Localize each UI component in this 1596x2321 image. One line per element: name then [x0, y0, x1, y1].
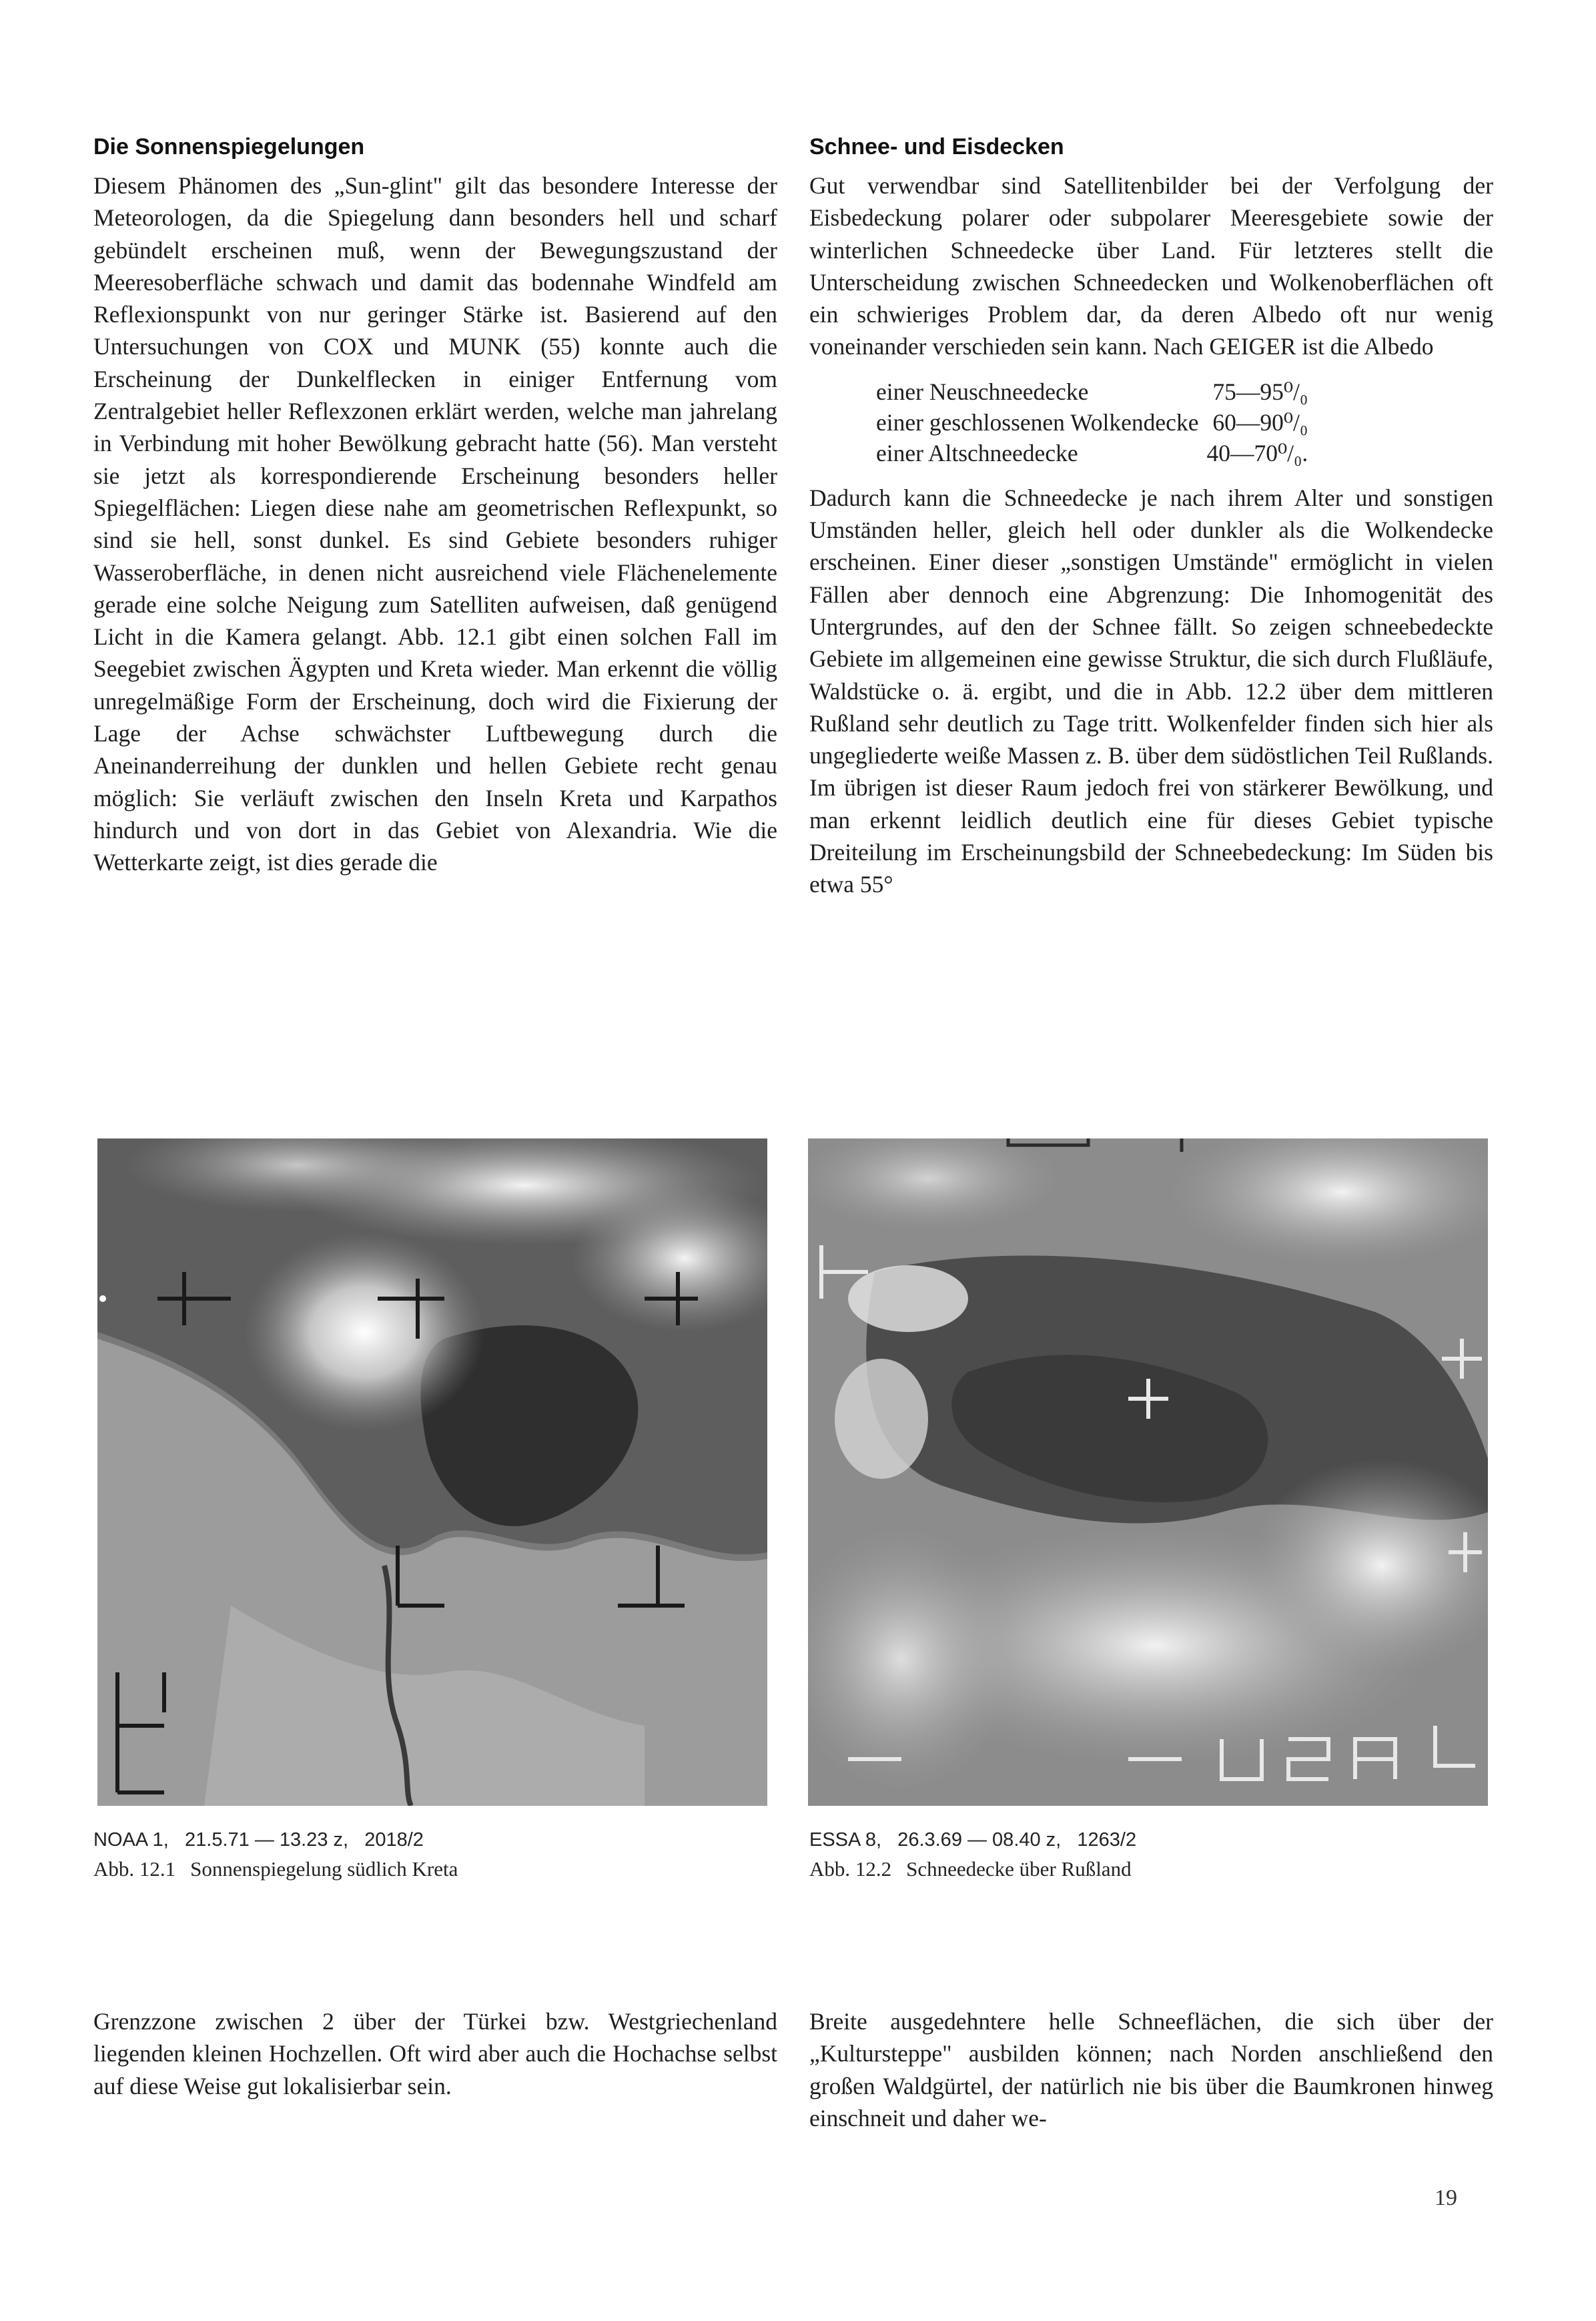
figure-title-line	[809, 1855, 1146, 1884]
section-heading-sun-glint: Die Sonnenspiegelungen	[93, 134, 365, 159]
figure-number: Abb. 12.2	[809, 1857, 892, 1881]
albedo-label: einer geschlossenen Wolkendecke	[876, 408, 1199, 436]
figure-title: Sonnenspiegelung südlich Kreta	[190, 1857, 458, 1881]
figure-title-line	[93, 1855, 472, 1884]
satellite-photo-sun-glint	[97, 1138, 767, 1806]
albedo-label: einer Neuschneedecke	[876, 378, 1089, 405]
albedo-label: einer Altschneedecke	[876, 439, 1078, 466]
albedo-value: 40—70⁰/₀.	[1206, 439, 1308, 466]
figure-caption-12-2	[809, 1825, 1146, 1884]
albedo-table	[876, 376, 1308, 468]
paragraph-snow-ice-1: Gut verwendbar sind Satellitenbilder bei der Verfolgung der Eisbedeckung polarer oder subpolarer Meeresgebiete sowie der winterlichen Schneedecke über Land. Für letzteres stellt die Unterscheidung zwischen Schneedecken und Wolkenoberflächen oft ein schwieriges Problem dar, da deren Albedo oft nur wenig voneinander verschieden sein kann. Nach GEIGER ist die Albedo	[809, 172, 1493, 360]
albedo-row	[876, 376, 1308, 407]
satellite-photo-sun-glint-image	[97, 1138, 767, 1806]
albedo-row	[876, 407, 1308, 438]
right-column-continuation	[809, 2005, 1493, 2134]
section-heading-snow-ice: Schnee- und Eisdecken	[809, 134, 1064, 159]
figure-meta: ESSA 8, 26.3.69 — 08.40 z, 1263/2	[809, 1829, 1137, 1851]
right-column	[809, 131, 1493, 901]
figure-meta: NOAA 1, 21.5.71 — 13.23 z, 2018/2	[93, 1829, 424, 1851]
figure-title: Schneedecke über Rußland	[906, 1857, 1132, 1881]
albedo-row	[876, 438, 1308, 468]
satellite-photo-snow-cover-image	[808, 1138, 1488, 1806]
albedo-value: 75—95⁰/₀	[1212, 378, 1308, 405]
paragraph-sun-glint: Diesem Phänomen des „Sun-glint" gilt das besondere Interesse der Meteorologen, da die Spiegelung dann besonders hell und scharf gebündelt erscheinen muß, wenn der Bewegungszustand der Meeresoberfläche schwach und damit das bodennahe Windfeld am Reflexionspunkt von nur geringer Stärke ist. Basierend auf den Untersuchungen von COX und MUNK (55) konnte auch die Erscheinung der Dunkelflecken in einiger Entfernung vom Zentralgebiet heller Reflexzonen erklärt werden, welche man jahrelang in Verbindung mit hoher Bewölkung gebracht hatte (56). Man versteht sie jetzt als korrespondierende Erscheinung besonders heller Spiegelflächen: Liegen diese nahe am geometrischen Reflexpunkt, so sind sie hell, sonst dunkel. Es sind Gebiete besonders ruhiger Wasseroberfläche, in denen nicht ausreichend viele Flächenelemente gerade eine solche Neigung zum Satelliten aufweisen, daß genügend Licht in die Kamera gelangt. Abb. 12.1 gibt einen solchen Fall im Seegebiet zwischen Ägypten und Kreta wieder. Man erkennt die völlig unregelmäßige Form der Erscheinung, doch wird die Fixierung der Lage der Achse schwächster Luftbewegung durch die Aneinanderreihung der dunklen und hellen Gebiete recht genau möglich: Sie verläuft zwischen den Inseln Kreta und Karpathos hindurch und von dort in das Gebiet von Alexandria. Wie die Wetterkarte zeigt, ist dies gerade die	[93, 172, 777, 876]
paragraph-continuation-left: Grenzzone zwischen 2 über der Türkei bzw. Westgriechenland liegenden kleinen Hochzellen. Oft wird aber auch die Hochachse selbst auf diese Weise gut lokalisierbar sein.	[93, 2008, 777, 2099]
figure-number: Abb. 12.1	[93, 1857, 176, 1881]
figure-caption-12-1	[93, 1825, 472, 1884]
paragraph-snow-ice-2: Dadurch kann die Schneedecke je nach ihrem Alter und sonstigen Umständen heller, gleich hell oder dunkler als die Wolkendecke erscheinen. Einer dieser „sonstigen Umstände" ermöglicht in vielen Fällen aber dennoch eine Abgrenzung: Die Inhomogenität des Untergrundes, auf den der Schnee fällt. So zeigen schneebedeckte Gebiete im allgemeinen eine gewisse Struktur, die sich durch Flußläufe, Waldstücke o. ä. ergibt, und die in Abb. 12.2 über dem mittleren Rußland sehr deutlich zu Tage tritt. Wolkenfelder finden sich hier als ungegliederte weiße Massen z. B. über dem südöstlichen Teil Rußlands. Im übrigen ist dieser Raum jedoch frei von stärkerer Bewölkung, und man erkennt leidlich deutlich eine für dieses Gebiet typische Dreiteilung im Erscheinungsbild der Schneebedeckung: Im Süden bis etwa 55°	[809, 484, 1493, 898]
paragraph-continuation-right: Breite ausgedehntere helle Schneeflächen, die sich über der „Kultursteppe" ausbilden können; nach Norden anschließend den großen Waldgürtel, der natürlich nie bis über die Baumkronen hinweg einschneit und daher we-	[809, 2008, 1493, 2131]
albedo-value: 60—90⁰/₀	[1212, 408, 1308, 436]
left-column	[93, 131, 777, 879]
page-number: 19	[1435, 2186, 1457, 2210]
left-column-continuation	[93, 2005, 777, 2102]
satellite-photo-snow-cover	[808, 1138, 1488, 1806]
